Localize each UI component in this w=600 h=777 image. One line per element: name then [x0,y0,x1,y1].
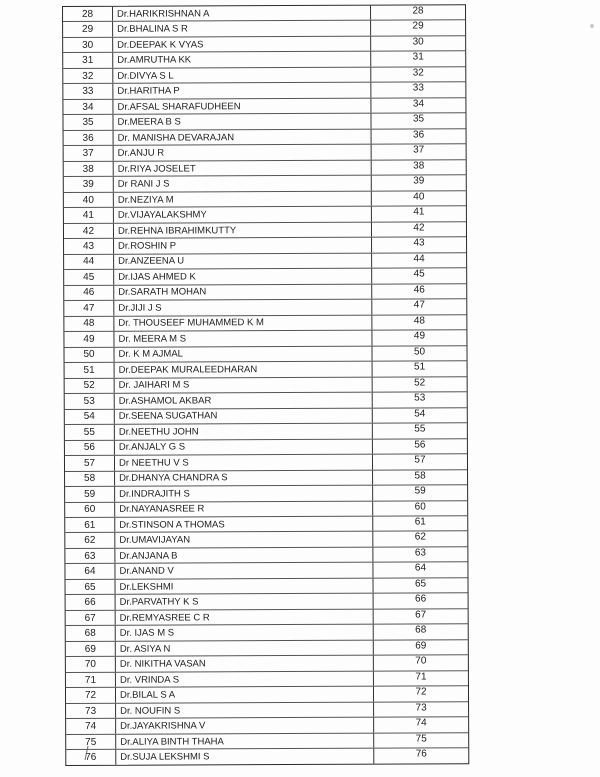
serial-number-cell: 60 [65,502,115,517]
table-row [63,83,465,100]
table-row [65,377,467,394]
serial-number-cell: 57 [65,456,115,471]
rank-cell: 53 [414,392,426,404]
table-row [64,129,466,146]
rank-cell: 28 [412,5,424,17]
serial-number-cell: 49 [64,332,114,347]
table-row [64,222,466,239]
scan-dot [590,24,594,28]
rank-cell: 35 [412,113,425,125]
table-row [65,532,467,549]
rank-cell: 33 [412,82,424,94]
table-row [64,330,466,347]
name-cell: Dr.SUJA LEKSHMI S [116,749,374,765]
rank-cell: 47 [413,299,425,311]
table-row [64,238,466,255]
rank-cell: 39 [413,175,425,187]
serial-number-cell: 59 [65,487,115,502]
table-row [64,284,466,301]
table-row [65,454,467,471]
name-cell: Dr. IJAS M S [116,625,374,641]
name-cell: Dr.DIVYA S L [113,68,371,84]
rank-cell: 68 [415,624,427,636]
serial-number-cell: 43 [64,239,114,254]
rank-list-table [62,4,469,766]
rank-cell: 66 [415,593,427,605]
table-row [64,315,466,332]
table-row [64,160,466,177]
rank-cell: 49 [413,330,426,342]
rank-cell: 51 [413,361,426,373]
table-row [64,346,466,363]
serial-number-cell: 69 [66,642,116,657]
serial-number-cell: 56 [65,440,115,455]
table-row [65,547,467,564]
name-cell: Dr. NOUFIN S [116,702,374,718]
name-cell: Dr.RIYA JOSELET [114,160,372,176]
name-cell: Dr.ANJANA B [115,548,373,564]
rank-cell: 69 [415,640,427,652]
rank-cell: 71 [415,671,427,683]
rank-cell: 62 [414,531,426,543]
rank-cell: 45 [413,268,425,280]
table-row [66,609,468,626]
name-cell: Dr.PARVATHY K S [116,594,374,610]
name-cell: Dr.LEKSHMI [116,579,374,595]
serial-number-cell: 51 [65,363,115,378]
name-cell: Dr. NIKITHA VASAN [116,656,374,672]
rank-cell: 73 [415,702,427,714]
table-row [65,361,467,378]
name-cell: Dr.AFSAL SHARAFUDHEEN [113,99,371,115]
rank-cell: 34 [412,98,425,110]
name-cell: Dr.REMYASREE C R [116,610,374,626]
name-cell: Dr. VRINDA S [116,671,374,687]
name-cell: Dr.HARIKRISHNAN A [113,6,371,22]
rank-cell: 40 [413,191,425,203]
table-row [66,625,468,642]
serial-number-cell: 41 [64,208,114,223]
rank-cell: 70 [415,655,427,667]
name-cell: Dr.ROSHIN P [114,238,372,254]
serial-number-cell: 55 [65,425,115,440]
table-row [64,145,466,162]
serial-number-cell: 65 [66,580,116,595]
table-row [65,423,467,440]
table-row [63,67,465,84]
table-row [66,718,468,735]
rank-cell: 36 [412,129,425,141]
name-cell: Dr.ALIYA BINTH THAHA [116,733,374,749]
table-row [66,656,468,673]
name-cell: Dr.ANAND V [115,563,373,579]
name-cell: Dr.DEEPAK MURALEEDHARAN [115,362,373,378]
table-row [64,191,466,208]
table-row [66,671,468,688]
serial-number-cell: 34 [63,100,113,115]
rank-cell: 43 [413,237,425,249]
rank-cell: 42 [413,222,425,234]
name-cell: Dr. THOUSEEF MUHAMMED K M [114,315,372,331]
serial-number-cell: 29 [63,22,113,37]
table-row [65,516,467,533]
serial-number-cell: 50 [64,347,114,362]
rank-cell: 63 [414,547,426,559]
table-row [66,687,468,704]
name-cell: Dr. ASIYA N [116,641,374,657]
name-cell: Dr RANI J S [114,176,372,192]
table-row [66,640,468,657]
serial-number-cell: 37 [64,146,114,161]
name-cell: Dr.JAYAKRISHNA V [116,718,374,734]
table-row [64,176,466,193]
rank-cell: 54 [414,408,426,420]
rank-cell: 30 [412,36,424,48]
name-cell: Dr.ASHAMOL AKBAR [115,393,373,409]
name-cell: Dr.ANJU R [114,145,372,161]
serial-number-cell: 75 [66,735,116,750]
serial-number-cell: 76 [66,750,116,765]
table-row [66,594,468,611]
name-cell: Dr. MEERA M S [114,331,372,347]
serial-number-cell: 64 [65,564,115,579]
table-row [66,578,468,595]
serial-number-cell: 42 [64,224,114,239]
table-row [66,702,468,719]
table-row [65,485,467,502]
serial-number-cell: 72 [66,688,116,703]
name-cell: Dr.STINSON A THOMAS [115,517,373,533]
rank-cell: 50 [413,346,426,358]
name-cell: Dr.SEENA SUGATHAN [115,408,373,424]
table-row [63,98,465,115]
name-cell: Dr.SARATH MOHAN [114,284,372,300]
table-row [64,299,466,316]
rank-cell: 44 [413,253,425,265]
name-cell: Dr.DHANYA CHANDRA S [115,470,373,486]
table-row [65,408,467,425]
rank-cell: 76 [415,748,427,760]
serial-number-cell: 73 [66,704,116,719]
serial-number-cell: 31 [63,53,113,68]
name-cell: Dr.NEETHU JOHN [115,424,373,440]
serial-number-cell: 40 [64,193,114,208]
rank-cell: 57 [414,454,426,466]
serial-number-cell: 71 [66,673,116,688]
rank-cell: 41 [413,206,425,218]
rank-cell: 38 [413,160,425,172]
name-cell: Dr. K M AJMAL [114,346,372,362]
serial-number-cell: 63 [65,549,115,564]
serial-number-cell: 52 [65,378,115,393]
name-cell: Dr.NAYANASREE R [115,501,373,517]
serial-number-cell: 47 [64,301,114,316]
table-row [63,52,465,69]
serial-number-cell: 36 [64,131,114,146]
rank-cell: 31 [412,51,424,63]
table-row [65,439,467,456]
name-cell: Dr.REHNA IBRAHIMKUTTY [114,222,372,238]
serial-number-cell: 53 [65,394,115,409]
name-cell: Dr.BHALINA S R [113,21,371,37]
name-cell: Dr.BILAL S A [116,687,374,703]
table-row [63,21,465,38]
table-row [66,748,468,764]
name-cell: Dr.IJAS AHMED K [114,269,372,285]
name-cell: Dr.ANJALY G S [115,439,373,455]
name-cell: Dr.ANZEENA U [114,253,372,269]
name-cell: Dr.AMRUTHA KK [113,52,371,68]
name-cell: Dr.NEZIYA M [114,191,372,207]
rank-cell: 65 [414,578,427,590]
table-row [66,733,468,750]
rank-cell: 55 [414,423,426,435]
serial-number-cell: 74 [66,719,116,734]
name-cell: Dr.INDRAJITH S [115,486,373,502]
serial-number-cell: 67 [66,611,116,626]
serial-number-cell: 35 [63,115,113,130]
rank-cell: 64 [414,562,427,574]
table-row [63,114,465,131]
table-row [65,470,467,487]
name-cell: Dr. JAIHARI M S [115,377,373,393]
name-cell: Dr.DEEPAK K VYAS [113,37,371,53]
serial-number-cell: 70 [66,657,116,672]
table-row [65,501,467,518]
serial-number-cell: 38 [64,162,114,177]
rank-cell: 29 [412,20,424,32]
serial-number-cell: 30 [63,38,113,53]
name-cell: Dr. MANISHA DEVARAJAN [114,130,372,146]
name-cell: Dr.UMAVIJAYAN [115,532,373,548]
rank-cell: 75 [415,733,427,745]
rank-cell: 58 [414,469,426,481]
rank-cell: 56 [414,438,426,451]
table-row [65,563,467,580]
serial-number-cell: 58 [65,471,115,486]
serial-number-cell: 61 [65,518,115,533]
table-row [64,253,466,270]
table-row [63,36,465,53]
rank-cell: 52 [414,377,426,389]
table-row [64,207,466,224]
table-row [64,268,466,285]
rank-cell: 46 [413,284,425,296]
serial-number-cell: 45 [64,270,114,285]
serial-number-cell: 68 [66,626,116,641]
rank-cell: 48 [413,315,425,327]
serial-number-cell: 48 [64,316,114,331]
rank-cell: 32 [412,67,424,79]
rank-cell: 72 [415,686,427,698]
rank-cell: 61 [414,516,426,528]
name-cell: Dr.HARITHA P [113,83,371,99]
serial-number-cell: 28 [63,7,113,22]
name-cell: Dr.MEERA B S [113,114,371,130]
serial-number-cell: 62 [65,533,115,548]
rank-cell: 74 [415,717,427,729]
serial-number-cell: 33 [63,84,113,99]
name-cell: Dr.VIJAYALAKSHMY [114,207,372,223]
serial-number-cell: 46 [64,285,114,300]
serial-number-cell: 39 [64,177,114,192]
rank-cell: 60 [414,500,426,512]
table-row [63,5,465,22]
rank-cell: 37 [413,144,425,156]
rank-cell: 59 [414,485,426,497]
table-row [65,392,467,409]
rank-cell: 67 [415,609,427,621]
name-cell: Dr NEETHU V S [115,455,373,471]
name-cell: Dr.JIJI J S [114,300,372,316]
serial-number-cell: 32 [63,69,113,84]
serial-number-cell: 66 [66,595,116,610]
serial-number-cell: 54 [65,409,115,424]
serial-number-cell: 44 [64,255,114,270]
